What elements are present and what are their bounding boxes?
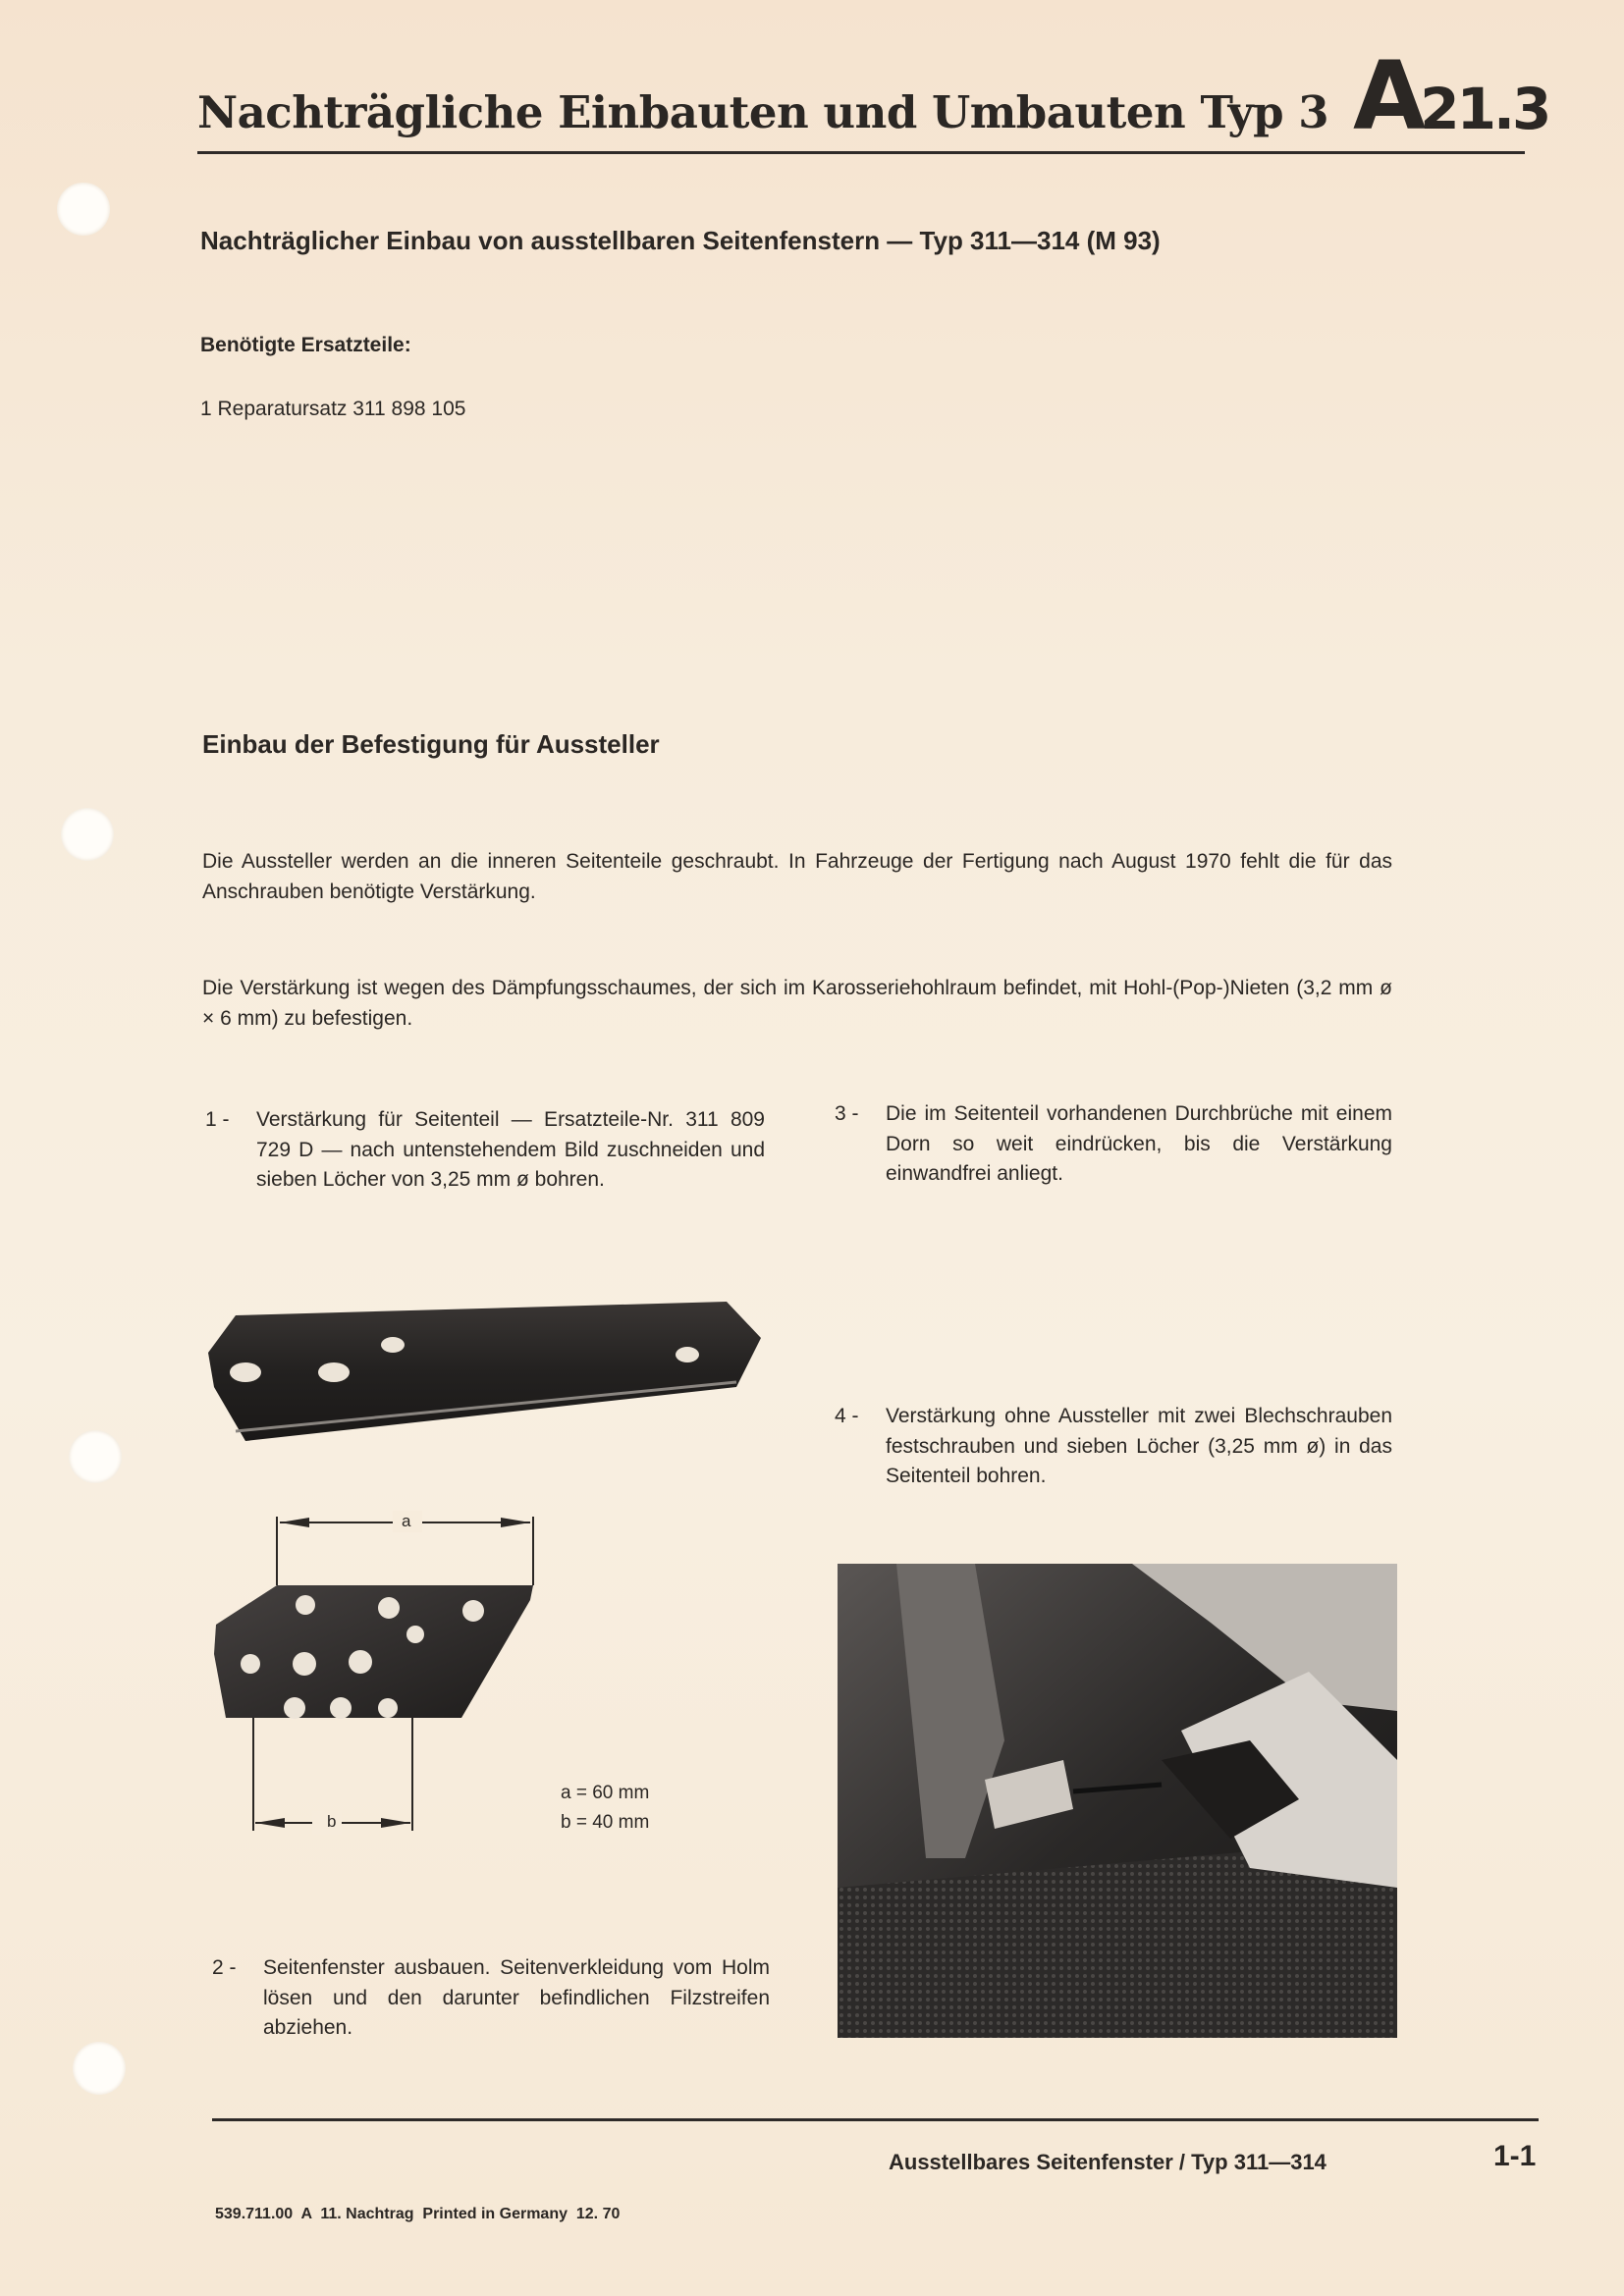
cut-diagram xyxy=(206,1507,545,1841)
step-text: Verstärkung für Seitenteil — Ersatzteile-Nr. 311 809 729 D — nach untenstehendem Bild zuschneiden und sieben Löcher von 3,25 mm ø bohren. xyxy=(256,1108,765,1191)
step-text: Verstärkung ohne Aussteller mit zwei Blechschrauben festschrauben und sieben Löcher (3,25 mm ø) in das Seitenteil bohren. xyxy=(886,1405,1392,1487)
step-4 xyxy=(835,1402,1392,1492)
paragraph: Die Aussteller werden an die inneren Seitenteile geschraubt. In Fahrzeuge der Fertigung nach August 1970 fehlt die für das Anschrauben benötigte Verstärkung. xyxy=(202,850,1392,903)
punch-hole xyxy=(57,183,110,236)
section-heading: Einbau der Befestigung für Aussteller xyxy=(202,729,660,759)
header-rule xyxy=(197,151,1525,154)
punch-hole xyxy=(61,808,114,861)
punch-hole xyxy=(69,1430,122,1483)
dimension-label-a: a xyxy=(402,1512,411,1530)
step-text: Die im Seitenteil vorhandenen Durchbrüche mit einem Dorn so weit eindrücken, bis die Verstärkung einwandfrei anliegt. xyxy=(886,1102,1392,1185)
reinforcement-plate-photo xyxy=(206,1294,768,1456)
footer-title: Ausstellbares Seitenfenster / Typ 311—314 xyxy=(889,2150,1326,2174)
print-info: 539.711.00 A 11. Nachtrag Printed in Germany 12. 70 xyxy=(215,2206,621,2222)
step-number: 1 - xyxy=(205,1108,230,1131)
step-1 xyxy=(205,1105,765,1196)
punch-hole xyxy=(73,2042,126,2095)
section-number: A21.3 xyxy=(1353,41,1549,151)
parts-item: 1 Reparatursatz 311 898 105 xyxy=(200,398,466,420)
step-text: Seitenfenster ausbauen. Seitenverkleidung vom Holm lösen und den darunter befindlichen Filzstreifen abziehen. xyxy=(263,1956,770,2039)
drilling-photo xyxy=(838,1564,1397,2038)
step-3 xyxy=(835,1099,1392,1190)
footer-rule xyxy=(212,2118,1539,2121)
parts-heading: Benötigte Ersatzteile: xyxy=(200,334,411,356)
step-number: 4 - xyxy=(835,1405,859,1427)
step-2 xyxy=(212,1953,770,2044)
page-number: 1-1 xyxy=(1493,2140,1537,2172)
step-number: 2 - xyxy=(212,1956,237,1979)
dimension-label-b: b xyxy=(327,1812,337,1831)
page-title: Nachträgliche Einbauten und Umbauten Typ 3 xyxy=(197,86,1329,138)
dimension-b-value: b = 40 mm xyxy=(561,1812,650,1833)
step-number: 3 - xyxy=(835,1102,859,1125)
dimension-a-value: a = 60 mm xyxy=(561,1783,650,1803)
subtitle: Nachträglicher Einbau von ausstellbaren Seitenfenstern — Typ 311—314 (M 93) xyxy=(200,226,1161,255)
paragraph: Die Verstärkung ist wegen des Dämpfungsschaumes, der sich im Karosseriehohlraum befindet, mit Hohl-(Pop-)Nieten (3,2 mm ø × 6 mm) zu befestigen. xyxy=(202,977,1392,1030)
